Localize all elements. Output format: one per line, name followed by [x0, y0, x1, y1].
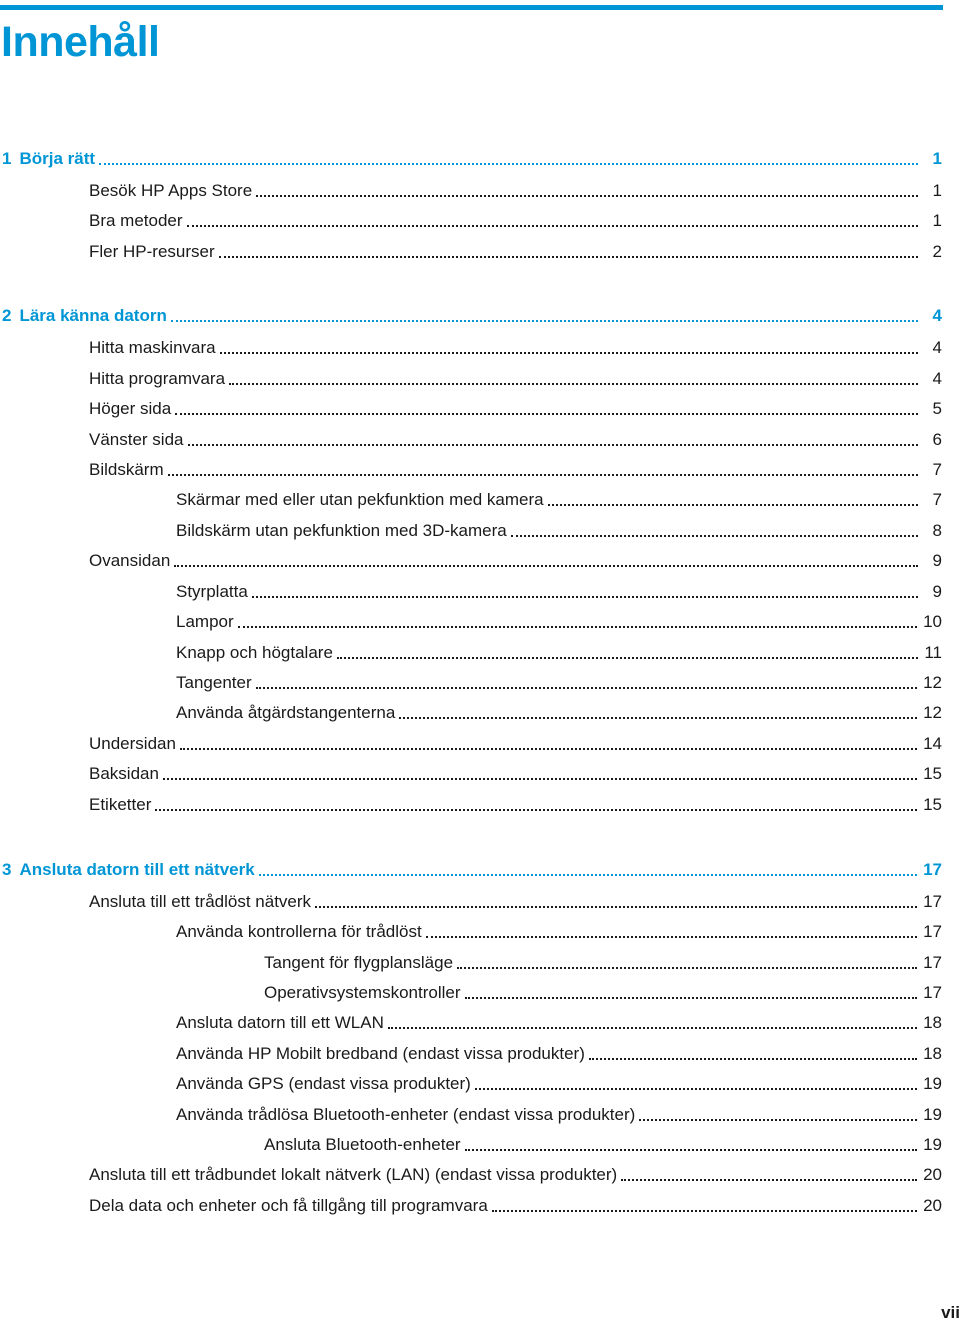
- dot-leader: [426, 936, 917, 938]
- dot-leader: [492, 1210, 917, 1212]
- dot-leader: [639, 1119, 917, 1121]
- toc-entry[interactable]: [89, 790, 942, 816]
- page-number: 7: [932, 460, 942, 479]
- page-number: 10: [923, 612, 942, 631]
- dot-leader: [399, 717, 917, 719]
- dot-leader: [219, 256, 918, 258]
- page-number: 7: [932, 490, 942, 509]
- dot-leader: [465, 1149, 917, 1151]
- entry-title: Ansluta Bluetooth-enheter: [264, 1135, 461, 1154]
- dot-leader: [315, 906, 917, 908]
- toc-entry[interactable]: [176, 577, 942, 603]
- page-number: 15: [923, 795, 942, 814]
- toc-entry[interactable]: [176, 516, 942, 542]
- entry-title: Använda kontrollerna för trådlöst: [176, 922, 422, 941]
- dot-leader: [163, 778, 917, 780]
- entry-title: Använda åtgärdstangenterna: [176, 703, 396, 722]
- entry-title: Undersidan: [89, 734, 176, 753]
- toc-entry[interactable]: [89, 729, 942, 755]
- entry-title: Lampor: [176, 612, 234, 631]
- dot-leader: [171, 320, 918, 322]
- page-number: 5: [932, 399, 942, 418]
- entry-title: Bildskärm: [89, 460, 164, 479]
- dot-leader: [155, 809, 917, 811]
- page-number: 1: [932, 181, 942, 200]
- chapter-title: Ansluta datorn till ett nätverk: [19, 860, 255, 879]
- chapter-title: Lära känna datorn: [19, 306, 167, 325]
- chapter-number: 3: [2, 860, 12, 879]
- page-number: 17: [923, 983, 942, 1002]
- dot-leader: [187, 225, 918, 227]
- dot-leader: [256, 195, 918, 197]
- toc-entry[interactable]: [176, 668, 942, 694]
- entry-title: Bra metoder: [89, 211, 183, 230]
- page-title: Innehåll: [1, 18, 160, 66]
- toc-entry[interactable]: [89, 176, 942, 202]
- entry-title: Besök HP Apps Store: [89, 181, 253, 200]
- entry-title: Ovansidan: [89, 551, 171, 570]
- toc-entry[interactable]: [264, 948, 942, 974]
- entry-title: Baksidan: [89, 764, 159, 783]
- dot-leader: [388, 1027, 917, 1029]
- toc-entry[interactable]: [176, 1069, 942, 1095]
- dot-leader: [180, 748, 917, 750]
- toc-entry[interactable]: [89, 364, 942, 390]
- toc-entry[interactable]: [264, 978, 942, 1004]
- dot-leader: [252, 596, 918, 598]
- page-number: 19: [923, 1135, 942, 1154]
- dot-leader: [465, 997, 918, 999]
- entry-title: Etiketter: [89, 795, 152, 814]
- toc-entry[interactable]: [176, 1100, 942, 1126]
- dot-leader: [621, 1179, 917, 1181]
- entry-title: Knapp och högtalare: [176, 643, 333, 662]
- dot-leader: [475, 1088, 917, 1090]
- toc-chapter-3[interactable]: [2, 855, 942, 881]
- toc-entry[interactable]: [176, 917, 942, 943]
- toc-entry[interactable]: [176, 607, 942, 633]
- dot-leader: [256, 687, 917, 689]
- page-number: 20: [923, 1196, 942, 1215]
- toc-entry[interactable]: [176, 1008, 942, 1034]
- page-number: 2: [932, 242, 942, 261]
- page-number: 9: [932, 551, 942, 570]
- entry-title: Använda HP Mobilt bredband (endast vissa produkter): [176, 1044, 585, 1063]
- entry-title: Bildskärm utan pekfunktion med 3D-kamera: [176, 521, 507, 540]
- toc-entry[interactable]: [89, 206, 942, 232]
- footer-page-number: vii: [941, 1303, 960, 1322]
- page-number: 1: [932, 211, 942, 230]
- entry-title: Ansluta datorn till ett WLAN: [176, 1013, 384, 1032]
- page-number: 18: [923, 1044, 942, 1063]
- dot-leader: [220, 352, 918, 354]
- page-number: 9: [932, 582, 942, 601]
- dot-leader: [457, 967, 917, 969]
- entry-title: Använda GPS (endast vissa produkter): [176, 1074, 471, 1093]
- page-number: 4: [932, 369, 942, 388]
- chapter-title: Börja rätt: [19, 149, 96, 168]
- toc-chapter-1[interactable]: [2, 144, 942, 170]
- page-number: 6: [932, 430, 942, 449]
- entry-title: Höger sida: [89, 399, 172, 418]
- dot-leader: [229, 383, 918, 385]
- chapter-number: 1: [2, 149, 12, 168]
- page-number: 1: [932, 149, 942, 168]
- entry-title: Skärmar med eller utan pekfunktion med kamera: [176, 490, 544, 509]
- dot-leader: [188, 444, 919, 446]
- entry-title: Operativsystemskontroller: [264, 983, 461, 1002]
- dot-leader: [548, 504, 918, 506]
- dot-leader: [174, 565, 918, 567]
- dot-leader: [589, 1058, 917, 1060]
- entry-title: Ansluta till ett trådbundet lokalt nätverk (LAN) (endast vissa produkter): [89, 1165, 618, 1184]
- toc-entry[interactable]: [89, 1160, 942, 1186]
- entry-title: Fler HP-resurser: [89, 242, 215, 261]
- page-number: 11: [924, 643, 942, 662]
- page-number: 8: [932, 521, 942, 540]
- page-number: 17: [923, 953, 942, 972]
- entry-title: Styrplatta: [176, 582, 248, 601]
- toc-entry[interactable]: [89, 425, 942, 451]
- page-number: 12: [923, 703, 942, 722]
- page-number: 15: [923, 764, 942, 783]
- entry-title: Använda trådlösa Bluetooth-enheter (endast vissa produkter): [176, 1105, 636, 1124]
- toc-entry[interactable]: [176, 485, 942, 511]
- entry-title: Tangent för flygplansläge: [264, 953, 454, 972]
- page-number: 18: [923, 1013, 942, 1032]
- toc-entry[interactable]: [89, 394, 942, 420]
- page-number: 12: [923, 673, 942, 692]
- toc-entry[interactable]: [89, 455, 942, 481]
- toc-entry[interactable]: [89, 546, 942, 572]
- toc-chapter-2[interactable]: [2, 301, 942, 327]
- toc-entry[interactable]: [89, 887, 942, 913]
- page-number: 19: [923, 1105, 942, 1124]
- dot-leader: [238, 626, 917, 628]
- toc-entry[interactable]: [264, 1130, 942, 1156]
- toc-entry[interactable]: [89, 237, 942, 263]
- dot-leader: [99, 163, 918, 165]
- toc-entry[interactable]: [89, 759, 942, 785]
- dot-leader: [175, 413, 918, 415]
- entry-title: Vänster sida: [89, 430, 184, 449]
- entry-title: Hitta programvara: [89, 369, 226, 388]
- page-number: 20: [923, 1165, 942, 1184]
- entry-title: Ansluta till ett trådlöst nätverk: [89, 892, 312, 911]
- dot-leader: [337, 657, 918, 659]
- toc-entry[interactable]: [176, 638, 942, 664]
- chapter-number: 2: [2, 306, 12, 325]
- page-number: 17: [923, 892, 942, 911]
- dot-leader: [168, 474, 918, 476]
- dot-leader: [259, 874, 917, 876]
- page-number: 4: [932, 338, 942, 357]
- page-number: 17: [923, 922, 942, 941]
- entry-title: Tangenter: [176, 673, 252, 692]
- page-number: 14: [923, 734, 942, 753]
- toc-entry[interactable]: [176, 698, 942, 724]
- dot-leader: [511, 535, 918, 537]
- toc-entry[interactable]: [89, 333, 942, 359]
- entry-title: Dela data och enheter och få tillgång till programvara: [89, 1196, 488, 1215]
- entry-title: Hitta maskinvara: [89, 338, 216, 357]
- page-number: 19: [923, 1074, 942, 1093]
- page-number: 4: [932, 306, 942, 325]
- page-number: 17: [923, 860, 942, 879]
- toc-entry[interactable]: [176, 1039, 942, 1065]
- toc-entry[interactable]: [89, 1191, 942, 1217]
